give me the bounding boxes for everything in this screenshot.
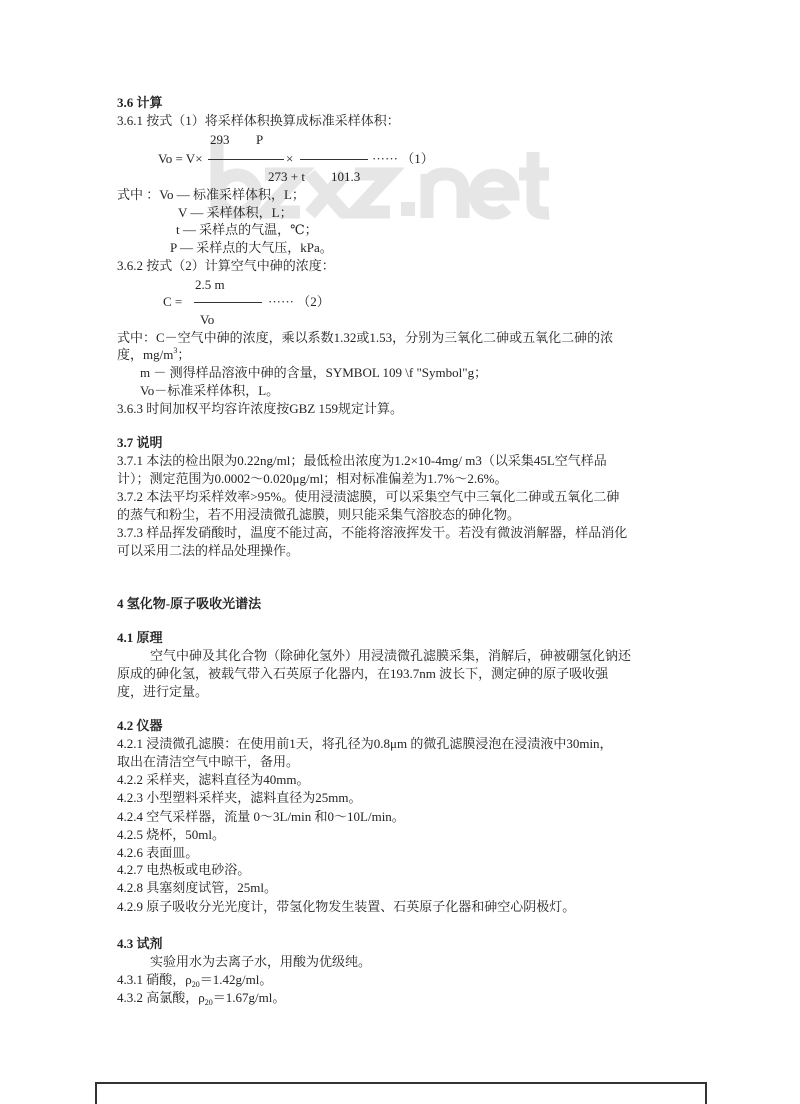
paragraph-line: 3.7.3 样品挥发硝酸时，温度不能过高，不能将溶液挥发干。若没有微波消解器，样品消化 xyxy=(117,525,628,540)
definition: 式中 ：Vo — 标准采样体积，L； xyxy=(117,187,305,202)
numerator: 2.5 m xyxy=(195,277,225,292)
denominator: Vo xyxy=(200,312,215,327)
list-item: 4.2.5 烧杯，50ml。 xyxy=(117,827,225,842)
paragraph-line: 3.7.1 本法的检出限为0.22ng/ml；最低检出浓度为1.2×10-4mg/ m3（以采集45L空气样品 xyxy=(117,453,607,468)
numerator: 293 xyxy=(210,132,230,147)
formula-lhs: Vo = V× xyxy=(158,151,203,166)
paragraph-line: 可以采用二法的样品处理操作。 xyxy=(117,543,300,558)
definition: V — 采样体积，L； xyxy=(178,205,293,220)
denominator: 101.3 xyxy=(331,169,361,184)
paragraph-line: 原成的砷化氢，被载气带入石英原子化器内，在193.7nm 波长下，测定砷的原子吸收强 xyxy=(117,666,609,681)
paragraph: 3.6.2 按式（2）计算空气中砷的浓度： xyxy=(117,258,335,273)
definition: P — 采样点的大气压，kPa。 xyxy=(170,240,333,255)
definition: 度，$mg/m^3$； xyxy=(117,346,191,362)
list-item: 4.3.2 高氯酸，$\rho_{20}=1.67g/ml$。 xyxy=(117,990,286,1007)
paragraph: 3.6.1 按式（1）将采样体积换算成标准采样体积： xyxy=(117,113,400,128)
denominator: 273 + t xyxy=(268,169,305,184)
formula-lhs: C = xyxy=(163,294,183,309)
list-item: 4.2.7 电热板或电砂浴。 xyxy=(117,862,251,877)
fraction-line xyxy=(300,159,368,160)
definition: 式中：C－空气中砷的浓度，乘以系数1.32或1.53，分别为三氧化二砷或五氧化二砷的浓 xyxy=(117,330,614,345)
section-heading: 4.2 仪器 xyxy=(117,718,163,733)
chapter-heading: 4 氢化物-原子吸收光谱法 xyxy=(117,596,262,611)
section-heading: 4.3 试剂 xyxy=(117,936,163,951)
list-item: 4.3.1 硝酸，$\rho_{20}=1.42g/ml$。 xyxy=(117,972,273,989)
equation-number: ······ （2） xyxy=(268,294,330,309)
definition: Vo－标准采样体积，L。 xyxy=(140,383,280,398)
list-item: 4.2.3 小型塑料采样夹，滤料直径为25mm。 xyxy=(117,790,362,805)
paragraph-line: 度，进行定量。 xyxy=(117,684,209,699)
definition: t — 采样点的气温，℃； xyxy=(176,222,318,237)
equation-number: ······ （1） xyxy=(372,151,434,166)
section-heading: 4.1 原理 xyxy=(117,630,163,645)
list-item: 4.2.8 具塞刻度试管，25ml。 xyxy=(117,880,277,895)
list-item: 4.2.9 原子吸收分光光度计，带氢化物发生装置、石英原子化器和砷空心阴极灯。 xyxy=(117,899,576,914)
fraction-line xyxy=(208,159,284,160)
definition: m － 测得样品溶液中砷的含量，SYMBOL 109 \f "Symbol"g； xyxy=(140,365,488,380)
list-item: 4.2.4 空气采样器，流量 0～3L/min 和0～10L/min。 xyxy=(117,809,405,824)
fraction-line xyxy=(194,302,262,303)
paragraph: 3.6.3 时间加权平均容许浓度按GBZ 159规定计算。 xyxy=(117,401,404,416)
paragraph-line: 的蒸气和粉尘，若不用浸渍微孔滤膜，则只能采集气溶胶态的砷化物。 xyxy=(117,507,521,522)
list-item: 4.2.6 表面皿。 xyxy=(117,845,199,860)
paragraph-line: 3.7.2 本法平均采样效率>95%。使用浸渍滤膜，可以采集空气中三氧化二砷或五氧化二砷 xyxy=(117,489,620,504)
paragraph-line: 计）；测定范围为0.0002～0.020μg/ml；相对标准偏差为1.7%～2.6%。 xyxy=(117,471,508,486)
paragraph: 实验用水为去离子水，用酸为优级纯。 xyxy=(150,954,372,969)
section-heading: 3.7 说明 xyxy=(117,435,163,450)
section-heading: 3.6 计算 xyxy=(117,95,163,110)
paragraph-line: 空气中砷及其化合物（除砷化氢外）用浸渍微孔滤膜采集，消解后，砷被硼氢化钠还 xyxy=(150,648,632,663)
list-item: 4.2.2 采样夹，滤料直径为40mm。 xyxy=(117,772,310,787)
footer-frame xyxy=(95,1082,707,1104)
numerator: P xyxy=(256,132,264,147)
list-item: 4.2.1 浸渍微孔滤膜：在使用前1天，将孔径为0.8μm 的微孔滤膜浸泡在浸渍液中30min， xyxy=(117,736,613,751)
operator: × xyxy=(286,151,294,166)
list-item: 取出在清洁空气中晾干，备用。 xyxy=(117,754,300,769)
